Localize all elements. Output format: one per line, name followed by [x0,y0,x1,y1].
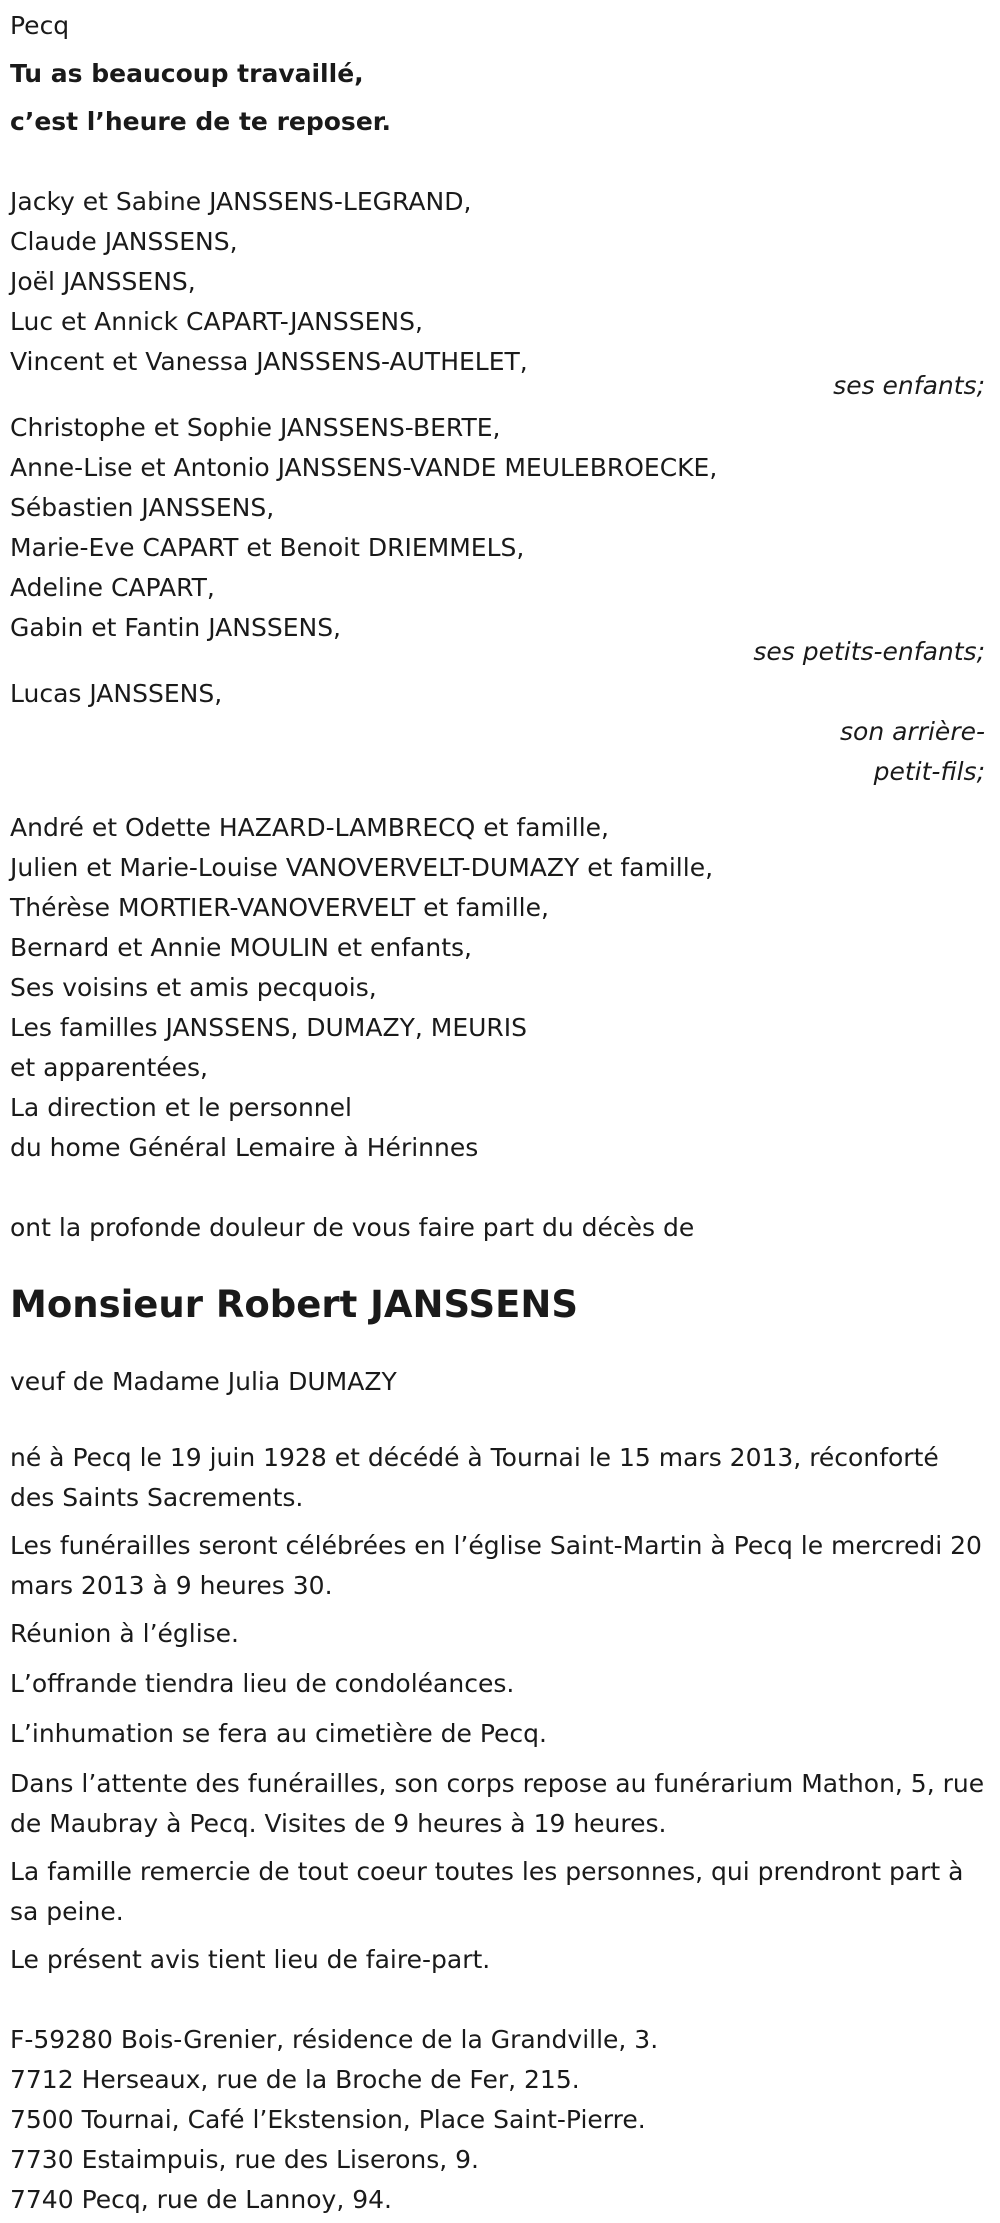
list-item: Christophe et Sophie JANSSENS-BERTE, [10,413,501,442]
detail-paragraph: L’offrande tiendra lieu de condoléances. [10,1669,515,1698]
children-list [10,182,985,382]
list-item: Joël JANSSENS, [10,267,196,296]
detail-paragraph: Les funérailles seront célébrées en l’église Saint-Martin à Pecq le mercredi 20 mars 2013 à 9 heures 30. [10,1531,982,1600]
details [10,1438,985,1980]
list-item: Bernard et Annie MOULIN et enfants, [10,933,472,962]
widower-of: veuf de Madame Julia DUMAZY [10,1367,397,1396]
list-item: Gabin et Fantin JANSSENS, [10,613,342,642]
great-grandchild-label: petit-fils; [873,757,985,786]
detail-paragraph: Réunion à l’église. [10,1619,240,1648]
list-item: Sébastien JANSSENS, [10,493,275,522]
list-item: Jacky et Sabine JANSSENS-LEGRAND, [10,187,472,216]
list-item: Adeline CAPART, [10,573,215,602]
detail-paragraph: né à Pecq le 19 juin 1928 et décédé à Tournai le 15 mars 2013, réconforté des Saints Sacrements. [10,1443,939,1512]
addresses [10,2020,985,2220]
location: Pecq [10,11,70,40]
poem-line: Tu as beaucoup travaillé, [10,59,364,88]
detail-paragraph: Dans l’attente des funérailles, son corps repose au funérarium Mathon, 5, rue de Maubray à Pecq. Visites de 9 heures à 19 heures. [10,1769,985,1838]
list-item: Vincent et Vanessa JANSSENS-AUTHELET, [10,347,528,376]
list-item: Anne-Lise et Antonio JANSSENS-VANDE MEULEBROECKE, [10,453,718,482]
great-grandchild: Lucas JANSSENS, [10,679,223,708]
detail-paragraph: Le présent avis tient lieu de faire-part. [10,1945,491,1974]
list-item: Marie-Eve CAPART et Benoit DRIEMMELS, [10,533,525,562]
list-item: Julien et Marie-Louise VANOVERVELT-DUMAZY et famille, [10,853,714,882]
address-line: 7712 Herseaux, rue de la Broche de Fer, 215. [10,2065,580,2094]
address-line: 7500 Tournai, Café l’Ekstension, Place Saint-Pierre. [10,2105,646,2134]
deceased-name: Monsieur Robert JANSSENS [10,1283,579,1326]
address-line: 7740 Pecq, rue de Lannoy, 94. [10,2185,392,2214]
others-list [10,808,985,1168]
address-line: F-59280 Bois-Grenier, résidence de la Grandville, 3. [10,2025,659,2054]
poem-line: c’est l’heure de te reposer. [10,107,392,136]
list-item: Luc et Annick CAPART-JANSSENS, [10,307,423,336]
list-item: Ses voisins et amis pecquois, [10,973,377,1002]
list-item: et apparentées, [10,1053,208,1082]
list-item: Thérèse MORTIER-VANOVERVELT et famille, [10,893,549,922]
address-line: 7730 Estaimpuis, rue des Liserons, 9. [10,2145,479,2174]
great-grandchild-label: son arrière- [840,717,985,746]
list-item: André et Odette HAZARD-LAMBRECQ et famille, [10,813,609,842]
announcement: ont la profonde douleur de vous faire part du décès de [10,1213,695,1242]
list-item: Les familles JANSSENS, DUMAZY, MEURIS [10,1013,528,1042]
detail-paragraph: La famille remercie de tout coeur toutes les personnes, qui prendront part à sa peine. [10,1857,964,1926]
grandchildren-list [10,408,985,648]
list-item: La direction et le personnel [10,1093,352,1122]
children-label: ses enfants; [833,371,985,400]
list-item: Claude JANSSENS, [10,227,238,256]
obituary-notice [10,0,985,2220]
grandchildren-label: ses petits-enfants; [753,637,985,666]
list-item: du home Général Lemaire à Hérinnes [10,1133,479,1162]
detail-paragraph: L’inhumation se fera au cimetière de Pecq. [10,1719,547,1748]
